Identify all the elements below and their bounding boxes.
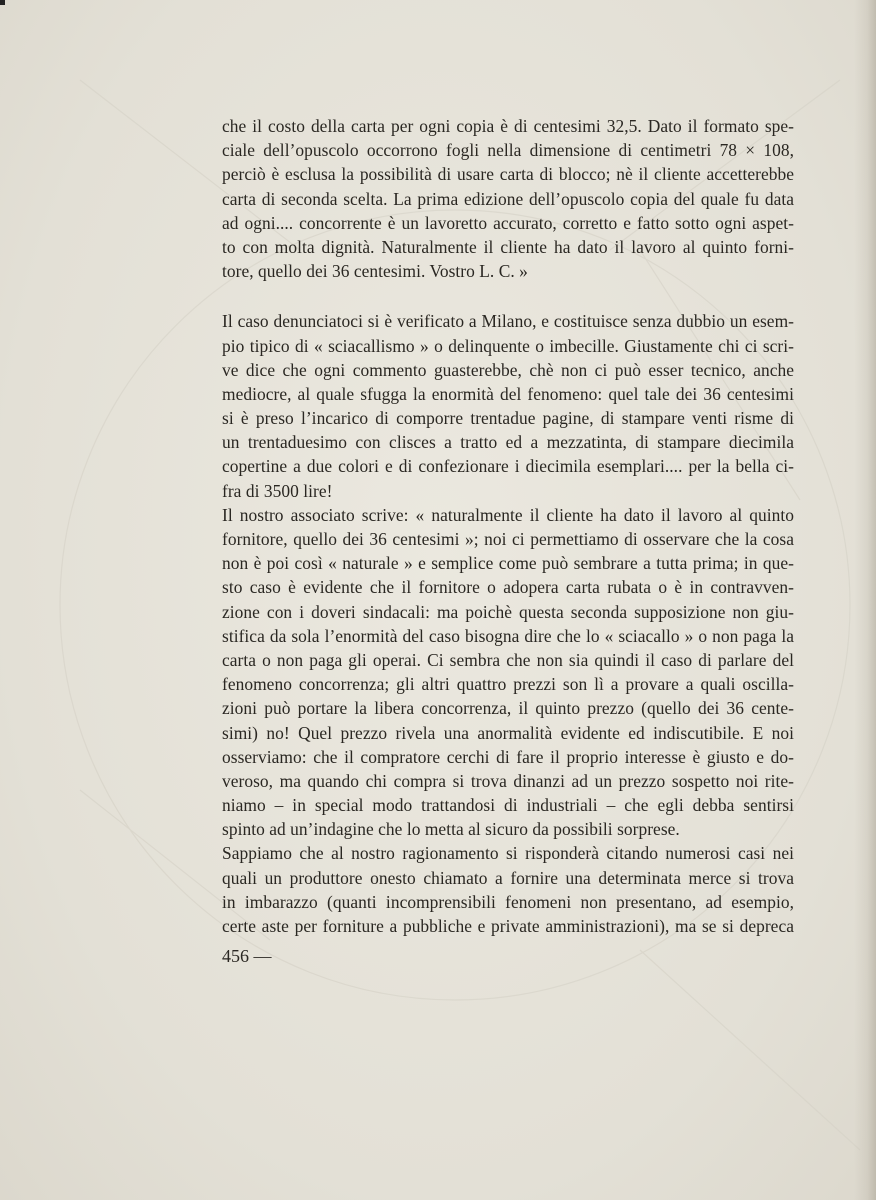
text-line: si è preso l’incarico di comporre trentadue pagine, di stampare venti risme di [222,408,794,429]
text-line: ad ogni.... concorrente è un lavoretto accurato, corretto e fatto sotto ogni aspet- [222,212,794,233]
text-line: veroso, ma quando chi compra si trova dinanzi ad un prezzo sospetto noi rite- [222,770,794,791]
text-line: copertine a due colori e di confezionare i diecimila esemplari.... per la bella ci- [222,456,794,477]
text-line: simi) no! Quel prezzo rivela una anormalità evidente ed indiscutibile. E noi [222,722,794,743]
paragraph-gap [222,283,794,309]
text-line: ciale dell’opuscolo occorrono fogli nella dimensione di centimetri 78 × 108, [222,140,794,161]
text-line: non è poi così « naturale » e semplice come può sembrare a tutta prima; in que- [222,553,794,574]
text-line: fenomeno concorrenza; gli altri quattro prezzi son lì a provare a quali oscilla- [222,674,794,695]
text-line: pio tipico di « sciacallismo » o delinquente o imbecille. Giustamente chi ci scri- [222,335,794,356]
page-edge-shadow [854,0,876,1200]
text-line: zioni può portare la libera concorrenza, il quinto prezzo (quello dei 36 cente- [222,698,794,719]
text-line: perciò è esclusa la possibilità di usare carta di blocco; nè il cliente accetterebbe [222,164,794,185]
text-line: ve dice che ogni commento guasterebbe, chè non ci può esser tecnico, anche [222,359,794,380]
text-line: stifica da sola l’enormità del caso bisogna dire che lo « sciacallo » o non paga la [222,625,794,646]
text-line: certe aste per forniture a pubbliche e private amministrazioni), ma se si depreca [222,916,794,936]
text-line: un trentaduesimo con clisces a tratto ed a mezzatinta, di stampare diecimila [222,432,794,453]
page-number: 456 — [222,946,272,966]
body-text [222,114,794,938]
text-line: Sappiamo che al nostro ragionamento si risponderà citando numerosi casi nei [222,843,794,864]
paragraph-3 [222,503,794,842]
paragraph-2 [222,309,794,503]
text-line: osserviamo: che il compratore cerchi di fare il proprio interesse è giusto e do- [222,746,794,767]
text-line: carta o non paga gli operai. Ci sembra che non sia quindi il caso di parlare del [222,649,794,670]
paragraph-1 [222,114,794,283]
text-line: sto caso è evidente che il fornitore o adopera carta rubata o è in contravven- [222,577,794,598]
text-line: Il caso denunciatoci si è verificato a Milano, e costituisce senza dubbio un esem- [222,311,794,332]
text-line: carta di seconda scelta. La prima edizione dell’opuscolo copia del quale fu data [222,188,794,209]
text-line: fra di 3500 lire! [222,480,333,501]
text-line: mediocre, al quale sfugga la enormità del fenomeno: quel tale dei 36 centesimi [222,383,794,404]
text-line: che il costo della carta per ogni copia è di centesimi 32,5. Dato il formato spe- [222,116,794,136]
text-line: spinto ad un’indagine che lo metta al sicuro da possibili sorprese. [222,819,680,840]
text-line: niamo – in special modo trattandosi di industriali – che egli debba sentirsi [222,795,794,816]
text-line: to con molta dignità. Naturalmente il cliente ha dato il lavoro al quinto forni- [222,236,794,257]
text-line: in imbarazzo (quanti incomprensibili fenomeni non presentano, ad esempio, [222,891,794,912]
text-line: quali un produttore onesto chiamato a fornire una determinata merce si trova [222,867,794,888]
paragraph-4 [222,841,794,938]
text-line: fornitore, quello dei 36 centesimi »; noi ci permettiamo di osservare che la cosa [222,529,794,549]
text-line: tore, quello dei 36 centesimi. Vostro L. C. » [222,261,528,282]
text-line: Il nostro associato scrive: « naturalmente il cliente ha dato il lavoro al quinto [222,504,794,525]
text-line: zione con i doveri sindacali: ma poichè questa seconda supposizione non giu- [222,601,794,622]
